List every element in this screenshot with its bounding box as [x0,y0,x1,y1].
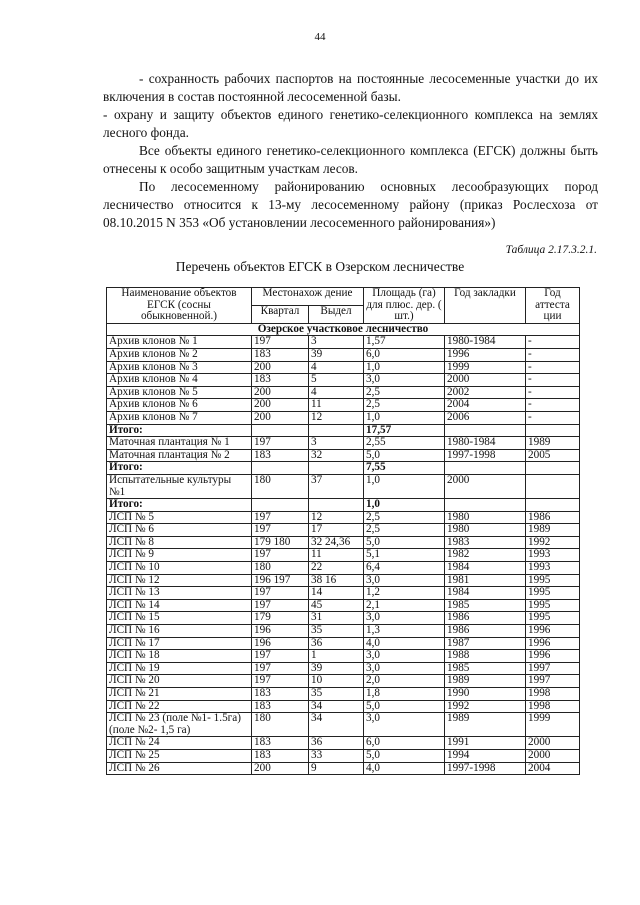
cell-area: 1,0 [364,474,445,498]
cell-year-cert: 1995 [526,612,580,625]
cell-name: ЛСП № 26 [107,762,252,775]
header-kvartal: Квартал [252,305,309,323]
cell-year-planted: 1988 [445,650,526,663]
cell-year-planted: 1980-1984 [445,437,526,450]
paragraph-3: Все объекты единого генетико-селекционного комплекса (ЕГСК) должны быть отнесены к особо защитным участкам лесов. [103,143,598,176]
cell-area: 3,0 [364,374,445,387]
cell-name: ЛСП № 18 [107,650,252,663]
cell-area: 2,5 [364,399,445,412]
cell-year-cert: - [526,374,580,387]
cell-year-cert: - [526,336,580,349]
cell-year-planted: 1980 [445,524,526,537]
cell-vydel: 17 [309,524,364,537]
cell-year-cert: - [526,348,580,361]
cell-name: Итого: [107,424,252,437]
paragraph-1: - сохранность рабочих паспортов на постоянные лесосеменные участки до их включения в состав постоянной лесосеменной базы. [103,71,598,104]
section-title: Озерское участковое лесничество [107,323,580,336]
cell-area: 1,3 [364,625,445,638]
cell-kvartal: 197 [252,675,309,688]
header-row [107,288,580,306]
cell-year-cert: 1995 [526,599,580,612]
cell-vydel: 34 [309,700,364,713]
cell-area: 4,0 [364,637,445,650]
body-text [103,70,598,232]
cell-name: ЛСП № 12 [107,574,252,587]
cell-area: 1,2 [364,587,445,600]
cell-area: 1,57 [364,336,445,349]
cell-kvartal: 197 [252,599,309,612]
cell-name: Архив клонов № 1 [107,336,252,349]
table-row [107,562,580,575]
cell-kvartal: 180 [252,713,309,737]
cell-vydel: 37 [309,474,364,498]
cell-year-cert: 1996 [526,637,580,650]
table-row [107,411,580,424]
cell-area: 2,0 [364,675,445,688]
cell-kvartal: 183 [252,374,309,387]
cell-kvartal: 183 [252,348,309,361]
cell-area: 2,5 [364,511,445,524]
cell-area: 2,5 [364,524,445,537]
cell-vydel: 35 [309,625,364,638]
cell-vydel: 14 [309,587,364,600]
table-caption: Таблица 2.17.3.2.1. [505,244,597,256]
cell-kvartal: 197 [252,650,309,663]
cell-year-cert: 1992 [526,536,580,549]
cell-year-cert: 1998 [526,688,580,701]
cell-kvartal: 200 [252,361,309,374]
cell-year-planted: 1992 [445,700,526,713]
cell-name: Архив клонов № 3 [107,361,252,374]
cell-name: ЛСП № 14 [107,599,252,612]
cell-year-planted: 1986 [445,625,526,638]
cell-year-planted: 1989 [445,675,526,688]
cell-year-planted: 2000 [445,374,526,387]
total-row [107,424,580,437]
paragraph-4: По лесосеменному районированию основных лесообразующих пород лесничество относится к 13-му лесосеменному району (приказ Рослесхоза от 08.10.2015 N 353 «Об установлении лесосеменного районирования») [103,179,598,230]
cell-name: ЛСП № 16 [107,625,252,638]
cell-vydel: 35 [309,688,364,701]
cell-vydel [309,499,364,512]
cell-name: Итого: [107,462,252,475]
cell-year-cert: 1989 [526,437,580,450]
cell-area: 5,0 [364,449,445,462]
cell-kvartal: 183 [252,449,309,462]
cell-year-planted: 1985 [445,662,526,675]
cell-year-cert: 1997 [526,662,580,675]
cell-area: 1,0 [364,361,445,374]
cell-area: 2,1 [364,599,445,612]
cell-vydel: 39 [309,662,364,675]
cell-vydel: 11 [309,399,364,412]
cell-area: 3,0 [364,650,445,663]
cell-year-planted: 1989 [445,713,526,737]
cell-name: Маточная плантация № 1 [107,437,252,450]
cell-name: ЛСП № 23 (поле №1- 1.5га) (поле №2- 1,5 га) [107,713,252,737]
cell-kvartal: 197 [252,524,309,537]
cell-area: 5,1 [364,549,445,562]
cell-name: ЛСП № 15 [107,612,252,625]
table-row [107,762,580,775]
table-row [107,474,580,498]
cell-kvartal: 196 [252,625,309,638]
cell-vydel: 3 [309,437,364,450]
table-row [107,587,580,600]
table-row [107,574,580,587]
cell-year-planted [445,499,526,512]
paragraph-2: - охрану и защиту объектов единого генетико-селекционного комплекса на землях лесного фонда. [103,107,598,140]
cell-name: ЛСП № 5 [107,511,252,524]
cell-area: 5,0 [364,700,445,713]
cell-vydel: 39 [309,348,364,361]
table-title: Перечень объектов ЕГСК в Озерском лесничестве [175,259,465,274]
cell-year-cert: 2000 [526,749,580,762]
table-row [107,399,580,412]
cell-vydel: 36 [309,637,364,650]
cell-vydel: 31 [309,612,364,625]
cell-vydel: 11 [309,549,364,562]
cell-year-cert: 1993 [526,562,580,575]
cell-vydel: 38 16 [309,574,364,587]
header-year-cert: Год аттеста ции [526,288,580,324]
cell-area: 2,55 [364,437,445,450]
cell-year-cert: 1996 [526,625,580,638]
cell-year-cert: 1995 [526,587,580,600]
cell-year-cert [526,424,580,437]
table-row [107,612,580,625]
cell-name: ЛСП № 25 [107,749,252,762]
cell-year-cert: 1996 [526,650,580,663]
cell-kvartal: 183 [252,700,309,713]
cell-year-cert: 1997 [526,675,580,688]
cell-area: 5,0 [364,536,445,549]
cell-vydel: 34 [309,713,364,737]
table-row [107,599,580,612]
cell-year-planted: 1991 [445,737,526,750]
table-row [107,361,580,374]
cell-name: ЛСП № 24 [107,737,252,750]
table-row [107,662,580,675]
cell-vydel: 12 [309,511,364,524]
cell-vydel: 36 [309,737,364,750]
cell-name: Архив клонов № 6 [107,399,252,412]
cell-kvartal: 196 197 [252,574,309,587]
cell-vydel: 45 [309,599,364,612]
table-row [107,688,580,701]
section-row [107,323,580,336]
cell-vydel: 5 [309,374,364,387]
table-row [107,700,580,713]
cell-year-cert: 2005 [526,449,580,462]
cell-year-cert: 2000 [526,737,580,750]
cell-name: ЛСП № 8 [107,536,252,549]
cell-year-planted: 1996 [445,348,526,361]
cell-year-planted: 1987 [445,637,526,650]
table-row [107,336,580,349]
header-area: Площадь (га) для плюс. дер. ( шт.) [364,288,445,324]
table-row [107,675,580,688]
page-number: 44 [314,31,326,43]
cell-year-planted [445,424,526,437]
header-name: Наименование объектов ЕГСК (сосны обыкновенной.) [107,288,252,324]
table-row [107,549,580,562]
header-vydel: Выдел [309,305,364,323]
cell-name: ЛСП № 19 [107,662,252,675]
cell-year-cert [526,474,580,498]
egsk-table [106,287,580,775]
cell-year-cert: 1986 [526,511,580,524]
table-row [107,374,580,387]
cell-area: 6,4 [364,562,445,575]
cell-area: 3,0 [364,713,445,737]
header-year-planted: Год закладки [445,288,526,324]
cell-area: 1,8 [364,688,445,701]
cell-year-planted: 2002 [445,386,526,399]
table-row [107,437,580,450]
cell-area: 5,0 [364,749,445,762]
total-row [107,462,580,475]
cell-year-cert [526,462,580,475]
cell-vydel: 4 [309,361,364,374]
cell-area: 6,0 [364,737,445,750]
cell-kvartal [252,499,309,512]
cell-year-cert: - [526,386,580,399]
cell-year-cert: - [526,411,580,424]
cell-area: 1,0 [364,499,445,512]
cell-kvartal: 200 [252,386,309,399]
total-row [107,499,580,512]
cell-kvartal: 183 [252,737,309,750]
cell-vydel: 12 [309,411,364,424]
cell-year-planted: 1984 [445,587,526,600]
cell-year-planted: 1994 [445,749,526,762]
table-row [107,650,580,663]
cell-vydel: 10 [309,675,364,688]
cell-kvartal: 200 [252,762,309,775]
table-row [107,449,580,462]
cell-year-planted: 1982 [445,549,526,562]
table-row [107,713,580,737]
cell-year-planted: 1985 [445,599,526,612]
cell-year-cert: 1998 [526,700,580,713]
cell-name: Итого: [107,499,252,512]
cell-year-cert: 1989 [526,524,580,537]
cell-year-cert: 1995 [526,574,580,587]
cell-year-planted: 1986 [445,612,526,625]
cell-kvartal: 197 [252,662,309,675]
cell-vydel: 9 [309,762,364,775]
cell-area: 3,0 [364,574,445,587]
cell-year-cert: - [526,361,580,374]
cell-kvartal: 179 180 [252,536,309,549]
cell-year-planted [445,462,526,475]
table-row [107,637,580,650]
cell-area: 1,0 [364,411,445,424]
cell-kvartal: 196 [252,637,309,650]
cell-name: ЛСП № 10 [107,562,252,575]
cell-vydel: 32 [309,449,364,462]
cell-kvartal: 197 [252,549,309,562]
cell-year-cert: - [526,399,580,412]
cell-vydel [309,424,364,437]
cell-name: ЛСП № 9 [107,549,252,562]
cell-kvartal: 197 [252,437,309,450]
cell-vydel: 3 [309,336,364,349]
header-location: Местонахож дение [252,288,364,306]
cell-area: 6,0 [364,348,445,361]
table-row [107,348,580,361]
cell-year-planted: 1997-1998 [445,449,526,462]
cell-vydel: 4 [309,386,364,399]
cell-area: 17,57 [364,424,445,437]
cell-name: ЛСП № 21 [107,688,252,701]
cell-kvartal: 197 [252,587,309,600]
cell-name: Архив клонов № 4 [107,374,252,387]
cell-vydel [309,462,364,475]
table-row [107,737,580,750]
cell-year-planted: 2000 [445,474,526,498]
cell-area: 3,0 [364,612,445,625]
cell-area: 2,5 [364,386,445,399]
table-row [107,386,580,399]
cell-vydel: 1 [309,650,364,663]
cell-kvartal: 179 [252,612,309,625]
cell-year-planted: 1980 [445,511,526,524]
cell-vydel: 33 [309,749,364,762]
cell-name: Архив клонов № 7 [107,411,252,424]
cell-year-cert: 1993 [526,549,580,562]
cell-kvartal: 180 [252,562,309,575]
cell-name: Архив клонов № 2 [107,348,252,361]
cell-kvartal: 200 [252,411,309,424]
cell-name: ЛСП № 6 [107,524,252,537]
cell-year-cert [526,499,580,512]
cell-year-cert: 1999 [526,713,580,737]
cell-year-planted: 1983 [445,536,526,549]
cell-name: ЛСП № 17 [107,637,252,650]
cell-kvartal: 197 [252,336,309,349]
cell-kvartal: 197 [252,511,309,524]
cell-kvartal [252,424,309,437]
cell-year-planted: 2006 [445,411,526,424]
cell-name: ЛСП № 20 [107,675,252,688]
cell-year-planted: 1997-1998 [445,762,526,775]
cell-year-planted: 1999 [445,361,526,374]
cell-kvartal: 183 [252,688,309,701]
cell-year-planted: 1984 [445,562,526,575]
cell-year-planted: 2004 [445,399,526,412]
cell-area: 7,55 [364,462,445,475]
cell-vydel: 32 24,36 [309,536,364,549]
table-row [107,511,580,524]
cell-vydel: 22 [309,562,364,575]
cell-kvartal [252,462,309,475]
table-row [107,625,580,638]
cell-year-planted: 1981 [445,574,526,587]
cell-kvartal: 183 [252,749,309,762]
table-row [107,536,580,549]
cell-year-planted: 1990 [445,688,526,701]
cell-name: Маточная плантация № 2 [107,449,252,462]
cell-kvartal: 180 [252,474,309,498]
cell-kvartal: 200 [252,399,309,412]
table-row [107,749,580,762]
cell-name: ЛСП № 13 [107,587,252,600]
cell-name: Испытательные культуры №1 [107,474,252,498]
cell-area: 4,0 [364,762,445,775]
cell-name: ЛСП № 22 [107,700,252,713]
table-row [107,524,580,537]
cell-name: Архив клонов № 5 [107,386,252,399]
cell-area: 3,0 [364,662,445,675]
cell-year-planted: 1980-1984 [445,336,526,349]
cell-year-cert: 2004 [526,762,580,775]
